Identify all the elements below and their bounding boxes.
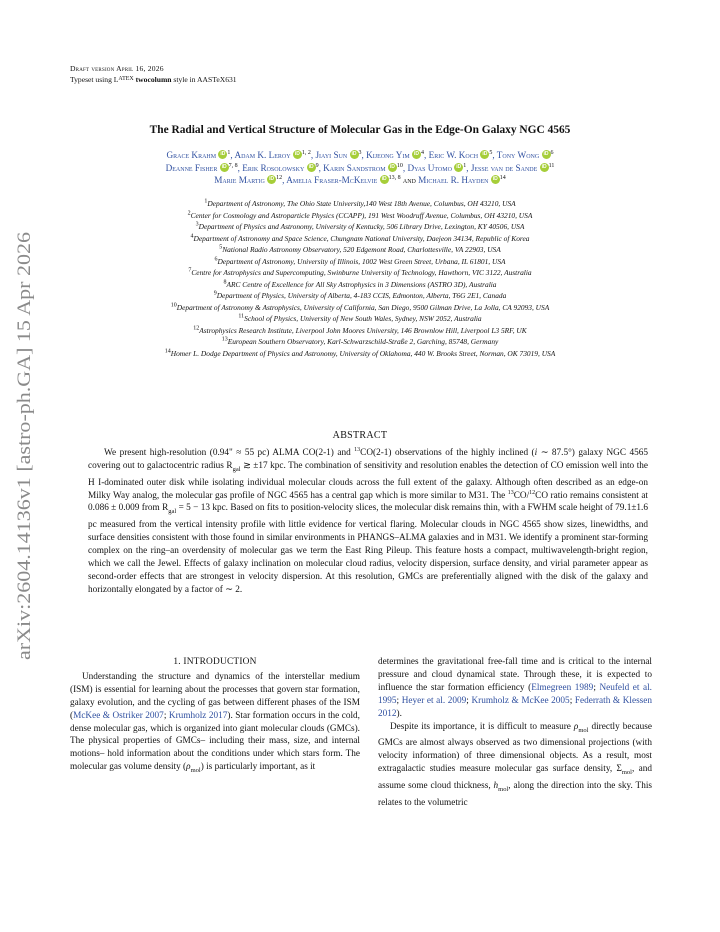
typeset-bold: twocolumn <box>135 75 172 84</box>
affiliation-text: Department of Physics and Astronomy, University of Kentucky, 506 Library Drive, Lexington, KY 40506, USA <box>198 222 525 231</box>
author-name[interactable]: Adam K. Leroy <box>234 150 291 160</box>
affiliation-num: 6 <box>214 256 218 263</box>
author-name[interactable]: Grace Krahm <box>166 150 217 160</box>
intro-paragraph <box>378 721 652 810</box>
affiliation-num: 9 <box>213 290 217 297</box>
math-symbol: ρ <box>186 762 191 773</box>
author-and: and <box>402 175 416 186</box>
affiliation <box>40 233 680 245</box>
affiliation-text: National Radio Astronomy Observatory, 520 Edgemont Road, Charlottesville, VA 22903, USA <box>222 245 501 254</box>
abstract-text: CO/ <box>513 490 530 501</box>
citation-link[interactable]: Elmegreen 1989 <box>531 682 594 693</box>
affiliation-num: 8 <box>223 279 227 286</box>
citation-link[interactable]: Krumholz 2017 <box>168 710 228 721</box>
left-column <box>70 656 360 778</box>
isotope-sup: 12 <box>529 489 536 496</box>
orcid-icon[interactable] <box>454 163 463 172</box>
orcid-icon[interactable] <box>540 163 549 172</box>
intro-paragraph <box>378 656 652 721</box>
body-text: Understanding the structure and dynamics of the interstellar medium (ISM) is essential for learning about the processes that govern star formation, galaxy evolution, and the cycling of gas between different phases of the ISM ( <box>70 671 360 721</box>
author-name[interactable]: Jiayi Sun <box>315 150 348 160</box>
math-symbol: ρ <box>573 721 579 732</box>
body-text: ; <box>593 682 600 693</box>
affiliation-num: 10 <box>170 302 177 309</box>
body-text: Despite its importance, it is difficult to measure <box>390 721 574 732</box>
abstract-text: = 5 − 13 kpc. Based on fits to position-velocity slices, the molecular disk remains thin, with a FWHM scale height of 79.1±1.6 pc measured from the vertical intensity profile with little evidence for vertical flaring. Molecular clouds in NGC 4565 show sizes, linewidths, and surface densities consistent with those found in similar environments in PHANGS–ALMA galaxies and in M31. We identify a prominent star-forming complex on the ring–an overdensity of molecular gas we term the East Ring Pileup. This feature hosts a compact, multiwavelength-bright region, which we call the Jewel. Effects of galaxy inclination on molecular cloud radius, velocity dispersion, surface density, and virial parameter appear as second-order effects that are strongest in velocity dispersion. At this resolution, GMCs are preferentially aligned with the disk of the galaxy and horizontally elongated by a factor of ∼ 2. <box>88 503 648 595</box>
orcid-icon[interactable] <box>388 163 397 172</box>
orcid-icon[interactable] <box>307 163 316 172</box>
body-text: ). <box>396 708 402 719</box>
affiliation <box>40 256 680 268</box>
author-affil-sup: 11 <box>548 162 555 169</box>
body-text: directly because GMCs are almost always observed as two dimensional projections (with velocity information) of three dimensional objects. As a result, most extragalactic studies measure molecular gas surface density, Σ <box>378 721 652 775</box>
abstract-text: CO(2-1) observations of the highly inclined ( <box>360 448 535 458</box>
affiliation-num: 3 <box>195 221 199 228</box>
math-sub: mol <box>190 767 201 775</box>
body-text: ; <box>396 695 402 706</box>
abstract-sub: gal <box>168 508 177 516</box>
orcid-icon[interactable] <box>350 150 359 159</box>
intro-paragraph <box>70 671 360 778</box>
preprint-header <box>70 63 237 85</box>
affiliation-num: 13 <box>221 336 228 343</box>
abstract-body <box>88 447 648 597</box>
body-text: ). Star formation occurs in the cold, dense molecular gas, which is organized into giant molecular clouds (GMCs). The physical properties of GMCs– including their mass, size, and internal motions– hold information about the conditions under which stars form. The molecular gas volume density ( <box>70 710 360 773</box>
math-sub: mol <box>578 726 589 734</box>
author-affil-sup: 12 <box>276 175 283 182</box>
affiliation <box>40 198 680 210</box>
citation-link[interactable]: Krumholz & McKee 2005 <box>471 695 570 706</box>
orcid-icon[interactable] <box>542 150 551 159</box>
orcid-icon[interactable] <box>380 175 389 184</box>
author-name[interactable]: Dyas Utomo <box>407 162 452 173</box>
abstract-heading: ABSTRACT <box>332 430 388 441</box>
affiliation <box>40 325 680 337</box>
affiliation-text: European Southern Observatory, Karl-Schwarzschild-Straße 2, Garching, 85748, Germany <box>227 337 499 346</box>
body-text: ; <box>569 695 575 706</box>
abstract-text: We present high-resolution (0.94" ≈ 55 pc) ALMA CO(2-1) and <box>104 448 355 458</box>
author-affil-sup: 10 <box>396 162 403 169</box>
author-line: Marie Martig iD $^{12}$, Amelia Fraser-McKelvie iD $^{13, 8}$ and Michael R. Hayden iD $^{14}$ <box>60 174 660 187</box>
affiliation-text: Homer L. Dodge Department of Physics and Astronomy, University of Oklahoma, 440 W. Brooks Street, Norman, OK 73019, USA <box>170 348 556 358</box>
math-sub: mol <box>498 785 509 793</box>
author-affil-sup: 1 <box>463 162 467 169</box>
math-sub: mol <box>621 768 632 776</box>
affiliation-num: 4 <box>190 233 194 240</box>
author-affil-sup: 13, 8 <box>388 175 401 182</box>
affiliation-text: Center for Cosmology and Astroparticle Physics (CCAPP), 191 West Woodruff Avenue, Columbus, OH 43210, USA <box>190 210 533 220</box>
affiliation-num: 2 <box>187 210 191 217</box>
author-affil-sup: 3 <box>358 149 362 156</box>
author-affil-sup: 1 <box>227 149 231 156</box>
affiliation-text: Department of Astronomy, The Ohio State University,140 West 18th Avenue, Columbus, OH 43210, USA <box>207 199 516 208</box>
author-name[interactable]: Amelia Fraser-McKelvie <box>286 175 378 186</box>
affiliation <box>40 279 680 291</box>
author-name[interactable]: Karin Sandstrom <box>323 162 386 173</box>
affiliation-text: Centre for Astrophysics and Supercomputing, Swinburne University of Technology, Hawthorn, VIC 3122, Australia <box>191 268 532 277</box>
affiliation-text: ARC Centre of Excellence for All Sky Astrophysics in 3 Dimensions (ASTRO 3D), Australia <box>226 279 497 289</box>
citation-link[interactable]: Federrath & Klessen 2012 <box>378 695 653 719</box>
affiliation-text: School of Physics, University of New South Wales, Sydney, NSW 2052, Australia <box>244 314 482 323</box>
math-symbol: h <box>493 780 499 791</box>
abstract-sub: gal <box>232 465 241 473</box>
author-name[interactable]: Deanne Fisher <box>165 162 218 173</box>
author-affil-sup: 4 <box>420 149 424 156</box>
affiliation <box>40 221 680 233</box>
author-list <box>60 149 660 187</box>
orcid-icon[interactable] <box>491 175 500 184</box>
author-name[interactable]: Michael R. Hayden <box>418 175 489 186</box>
isotope-sup: 13 <box>507 489 514 496</box>
affiliation-num: 14 <box>164 348 171 355</box>
affiliation-list <box>40 198 680 359</box>
author-name[interactable]: Kijeong Yim <box>366 150 410 160</box>
affiliation <box>40 244 680 256</box>
author-name[interactable]: Tony Wong <box>496 150 540 160</box>
draft-version-line: Draft version April 16, 2026 <box>70 64 164 73</box>
typeset-line <box>70 74 237 85</box>
body-text: , and assume some cloud thickness, <box>378 764 652 791</box>
body-text: ) is particularly important, as it <box>200 762 316 773</box>
author-name[interactable]: Marie Martig <box>214 175 265 186</box>
orcid-icon[interactable] <box>412 150 421 159</box>
author-line: Grace Krahm iD $^1$, Adam K. Leroy iD $^{1, 2}$, Jiayi Sun iD $^3$, Kijeong Yim iD $^4$, Eric W. Koch iD $^5$, Tony Wong iD $^6$ <box>60 149 660 162</box>
affiliation <box>40 210 680 222</box>
body-text: , along the direction into the sky. This relates to the volumetric <box>378 780 652 808</box>
abstract-text: ≳ ±17 kpc. The combination of sensitivity and resolution enables the detection of CO emission well into the H I-dominated outer disk while isolating individual molecular clouds across the full extent of the galaxy. Although often described as an edge-on Milky Way analog, the molecular gas profile of NGC 4565 has a central gap which is more similar to M31. The <box>88 460 648 501</box>
affiliation <box>40 267 680 279</box>
affiliation-num: 12 <box>193 325 200 332</box>
orcid-icon[interactable] <box>293 150 302 159</box>
abstract-text: ∼ 87.5°) galaxy NGC 4565 covering out to galactocentric radius R <box>88 448 648 471</box>
author-affil-sup: 7, 8 <box>228 162 238 169</box>
arxiv-stamp <box>10 230 36 660</box>
paper-title: The Radial and Vertical Structure of Molecular Gas in the Edge-On Galaxy NGC 4565 <box>149 124 571 136</box>
citation-link[interactable]: Neufeld et al. 1995 <box>378 682 652 706</box>
orcid-icon[interactable] <box>480 150 489 159</box>
affiliation-text: Department of Astronomy & Astrophysics, University of California, San Diego, 9500 Gilman Drive, La Jolla, CA 92093, USA <box>176 302 550 312</box>
author-name[interactable]: Erik Rosolowsky <box>242 162 305 173</box>
affiliation <box>40 302 680 314</box>
right-column <box>378 656 652 810</box>
body-text: ; <box>466 695 472 706</box>
isotope-sup: 13 <box>354 446 361 453</box>
affiliation-num: 5 <box>219 244 223 251</box>
body-text: ; <box>163 710 169 721</box>
author-affil-sup: 14 <box>499 175 506 182</box>
author-name[interactable]: Jesse van de Sande <box>470 162 538 173</box>
affiliation-text: Department of Astronomy and Space Science, Chungnam National University, Daejeon 34134, Republic of Korea <box>193 233 530 243</box>
affiliation <box>40 336 680 348</box>
affiliation-num: 1 <box>204 198 208 205</box>
orcid-icon[interactable] <box>267 175 276 184</box>
author-affil-sup: 1, 2 <box>301 149 311 156</box>
affiliation-text: Astrophysics Research Institute, Liverpool John Moores University, 146 Brownlow Hill, Liverpool L3 5RF, UK <box>199 325 527 335</box>
affiliation-num: 7 <box>188 267 192 274</box>
affiliation <box>40 290 680 302</box>
orcid-icon[interactable] <box>218 150 227 159</box>
citation-link[interactable]: Heyer et al. 2009 <box>401 695 467 706</box>
arxiv-stamp-text: arXiv:2604.14136v1 [astro-ph.GA] 15 Apr 2026 <box>14 290 35 660</box>
author-name[interactable]: Eric W. Koch <box>428 150 479 160</box>
affiliation-num: 11 <box>238 313 245 320</box>
affiliation-text: Department of Physics, University of Alberta, 4-183 CCIS, Edmonton, Alberta, T6G 2E1, Canada <box>216 291 507 300</box>
affiliation-text: Department of Astronomy, University of Illinois, 1002 West Green Street, Urbana, IL 61801, USA <box>217 256 506 266</box>
affiliation <box>40 313 680 325</box>
section-heading: 1. INTRODUCTION <box>173 657 257 667</box>
citation-link[interactable]: McKee & Ostriker 2007 <box>73 710 164 721</box>
affiliation <box>40 348 680 360</box>
abstract-text: i <box>534 448 538 458</box>
author-affil-sup: 9 <box>315 162 319 169</box>
author-affil-sup: 5 <box>489 149 493 156</box>
typeset-post: style in AASTeX631 <box>173 75 237 84</box>
author-affil-sup: 6 <box>550 149 554 156</box>
orcid-icon[interactable] <box>220 163 229 172</box>
typeset-latex: ATEX <box>118 76 134 82</box>
author-line: Deanne Fisher iD $^{7, 8}$, Erik Rosolowsky iD $^9$, Karin Sandstrom iD $^{10}$, Dyas Utomo iD $^1$, Jesse van de Sande iD $^{11}$ <box>60 162 660 175</box>
typeset-pre: Typeset using L <box>70 75 119 84</box>
body-text: determines the gravitational free-fall time and is critical to the internal pressure and cloud dynamical state. Through these, it is expected to influence the star formation efficiency ( <box>378 657 652 693</box>
abstract-text: CO ratio remains consistent at 0.086 ± 0.009 from R <box>88 490 648 514</box>
